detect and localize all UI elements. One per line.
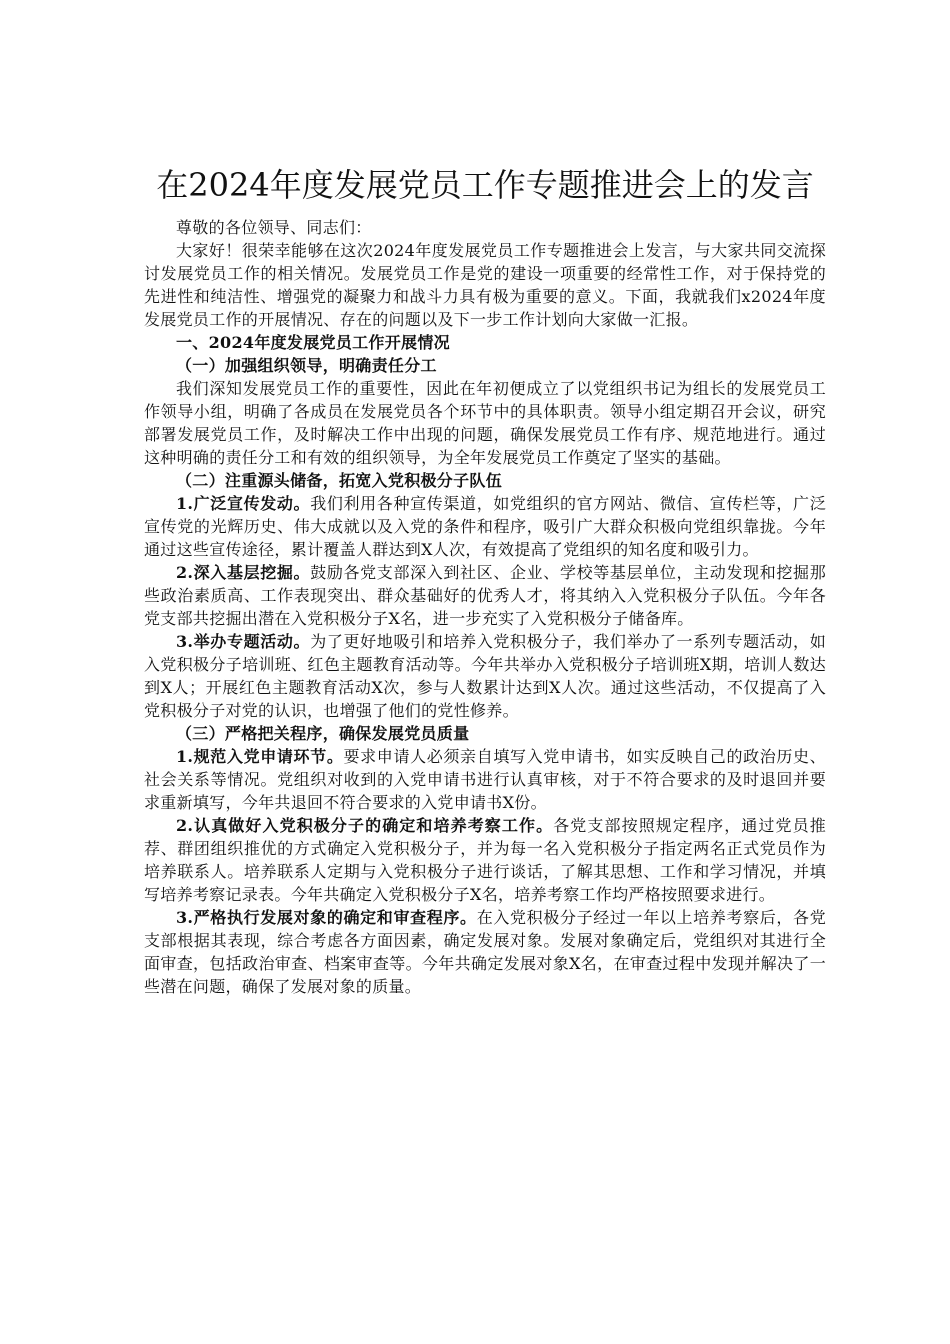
list-item xyxy=(144,630,826,722)
item-text: 鼓励各党支部深入到社区、企业、学校等基层单位，主动发现和挖掘那些政治素质高、工作表现突出、群众基础好的优秀人才，将其纳入入党积极分子队伍。今年各党支部共挖掘出潜在入党积极分子X名，进一步充实了入党积极分子储备库。 xyxy=(144,563,826,628)
document-title: 在2024年度发展党员工作专题推进会上的发言 xyxy=(156,166,814,204)
item-lead: 2.认真做好入党积极分子的确定和培养考察工作。 xyxy=(176,816,554,835)
item-text: 在入党积极分子经过一年以上培养考察后，各党支部根据其表现，综合考虑各方面因素，确定发展对象。发展对象确定后，党组织对其进行全面审查，包括政治审查、档案审查等。今年共确定发展对象X名，在审查过程中发现并解决了一些潜在问题，确保了发展对象的质量。 xyxy=(144,908,826,996)
subsection-heading-3: （三）严格把关程序，确保发展党员质量 xyxy=(176,724,470,743)
item-lead: 1.广泛宣传发动。 xyxy=(176,494,311,513)
item-lead: 1.规范入党申请环节。 xyxy=(176,747,344,766)
document-body xyxy=(144,162,826,998)
item-text: 为了更好地吸引和培养入党积极分子，我们举办了一系列专题活动，如入党积极分子培训班、红色主题教育活动等。今年共举办入党积极分子培训班X期，培训人数达到X人；开展红色主题教育活动X次，参与人数累计达到X人次。通过这些活动，不仅提高了入党积极分子对党的认识，也增强了他们的党性修养。 xyxy=(144,632,826,720)
list-item xyxy=(144,492,826,561)
subsection-heading-2: （二）注重源头储备，拓宽入党积极分子队伍 xyxy=(176,471,503,490)
intro-paragraph: 大家好！很荣幸能够在这次2024年度发展党员工作专题推进会上发言，与大家共同交流探讨发展党员工作的相关情况。发展党员工作是党的建设一项重要的经常性工作，对于保持党的先进性和纯洁性、增强党的凝聚力和战斗力具有极为重要的意义。下面，我就我们x2024年度发展党员工作的开展情况、存在的问题以及下一步工作计划向大家做一汇报。 xyxy=(144,241,826,329)
list-item xyxy=(144,814,826,906)
item-text: 我们利用各种宣传渠道，如党组织的官方网站、微信、宣传栏等，广泛宣传党的光辉历史、伟大成就以及入党的条件和程序，吸引广大群众积极向党组织靠拢。今年通过这些宣传途径，累计覆盖人群达到X人次，有效提高了党组织的知名度和吸引力。 xyxy=(144,494,826,559)
list-item xyxy=(144,745,826,814)
subsection-heading-1: （一）加强组织领导，明确责任分工 xyxy=(176,356,437,375)
section-heading-1: 一、2024年度发展党员工作开展情况 xyxy=(176,333,450,352)
list-item xyxy=(144,906,826,998)
item-lead: 3.举办专题活动。 xyxy=(176,632,311,651)
subsection-1-paragraph: 我们深知发展党员工作的重要性，因此在年初便成立了以党组织书记为组长的发展党员工作领导小组，明确了各成员在发展党员各个环节中的具体职责。领导小组定期召开会议，研究部署发展党员工作，及时解决工作中出现的问题，确保发展党员工作有序、规范地进行。通过这种明确的责任分工和有效的组织领导，为全年发展党员工作奠定了坚实的基础。 xyxy=(144,379,826,467)
item-lead: 3.严格执行发展对象的确定和审查程序。 xyxy=(176,908,477,927)
item-text: 要求申请人必须亲自填写入党申请书，如实反映自己的政治历史、社会关系等情况。党组织对收到的入党申请书进行认真审核，对于不符合要求的及时退回并要求重新填写，今年共退回不符合要求的入党申请书X份。 xyxy=(144,747,826,812)
item-lead: 2.深入基层挖掘。 xyxy=(176,563,311,582)
list-item xyxy=(144,561,826,630)
item-text: 各党支部按照规定程序，通过党员推荐、群团组织推优的方式确定入党积极分子，并为每一名入党积极分子指定两名正式党员作为培养联系人。培养联系人定期与入党积极分子进行谈话，了解其思想、工作和学习情况，并填写培养考察记录表。今年共确定入党积极分子X名，培养考察工作均严格按照要求进行。 xyxy=(144,816,826,904)
salutation: 尊敬的各位领导、同志们： xyxy=(176,218,372,237)
